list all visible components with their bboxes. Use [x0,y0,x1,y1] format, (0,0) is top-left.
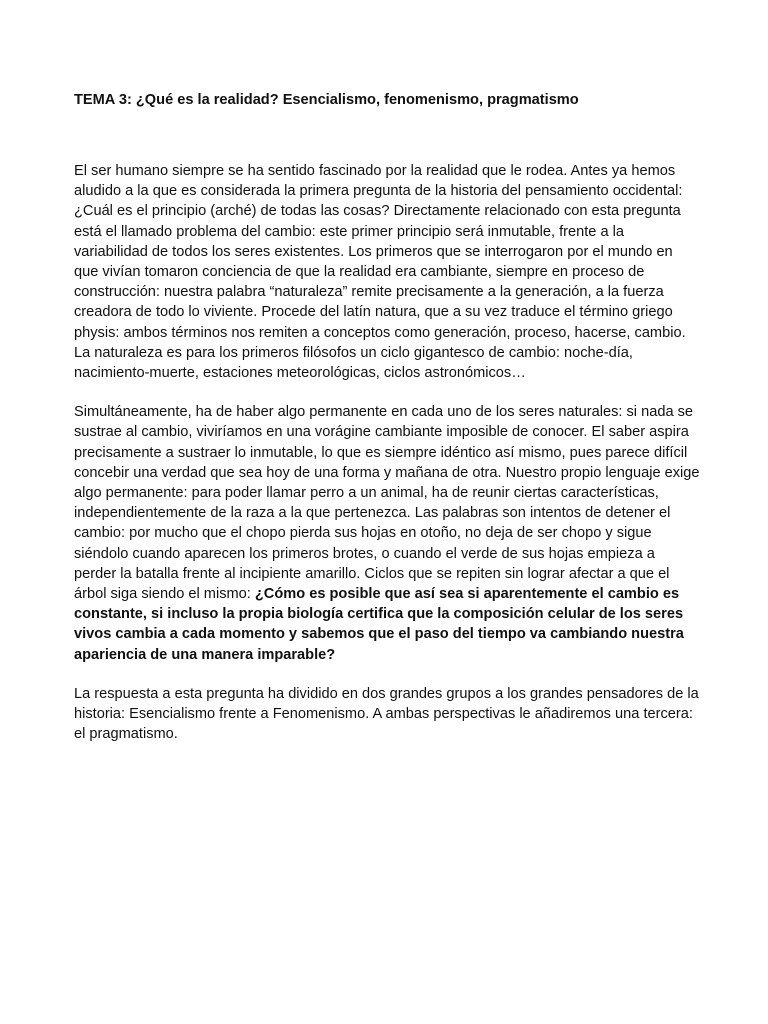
document-title: TEMA 3: ¿Qué es la realidad? Esencialismo, fenomenismo, pragmatismo [74,92,579,108]
paragraph-3: La respuesta a esta pregunta ha dividido en dos grandes grupos a los grandes pensadores de la historia: Esencialismo frente a Fenomenismo. A ambas perspectivas le añadiremos una tercera: el pragmatismo. [74,685,699,743]
paragraph-2-text: Simultáneamente, ha de haber algo permanente en cada uno de los seres naturales: si nada se sustrae al cambio, viviríamos en una vorágine cambiante imposible de conocer. El saber aspira precisamente a sustraer lo inmutable, lo que es siempre idéntico así mismo, pues parece difícil concebir una verdad que sea hoy de una forma y mañana de otra. Nuestro propio lenguaje exige algo permanente: para poder llamar perro a un animal, ha de reunir ciertas características, independientemente de la raza a la que pertenezca. Las palabras son intentos de detener el cambio: por mucho que el chopo pierda sus hojas en otoño, no deja de ser chopo y sigue siéndolo cuando aparecen los primeros brotes, o cuando el verde de sus hojas empieza a perder la batalla frente al incipiente amarillo. Ciclos que se repiten sin lograr afectar a que el árbol siga siendo el mismo: [74,404,700,603]
document-page [74,90,700,763]
paragraph-2-bold-question: ¿Cómo es posible que así sea si aparentemente el cambio es constante, si incluso la propia biología certifica que la composición celular de los seres vivos cambia a cada momento y sabemos que el paso del tiempo va cambiando nuestra apariencia de una manera imparable? [74,586,684,663]
paragraph-1: El ser humano siempre se ha sentido fascinado por la realidad que le rodea. Antes ya hemos aludido a la que es considerada la primera pregunta de la historia del pensamiento occidental: ¿Cuál es el principio (arché) de todas las cosas? Directamente relacionado con esta pregunta está el llamado problema del cambio: este primer principio será inmutable, frente a la variabilidad de todos los seres existentes. Los primeros que se interrogaron por el mundo en que vivían tomaron conciencia de que la realidad era cambiante, siempre en proceso de construcción: nuestra palabra “naturaleza” remite precisamente a la generación, a la fuerza creadora de todo lo viviente. Procede del latín natura, que a su vez traduce el término griego physis: ambos términos nos remiten a conceptos como generación, proceso, hacerse, cambio. La naturaleza es para los primeros filósofos un ciclo gigantesco de cambio: noche-día, nacimiento-muerte, estaciones meteorológicas, ciclos astronómicos… [74,163,686,382]
paragraph-2 [74,402,700,665]
